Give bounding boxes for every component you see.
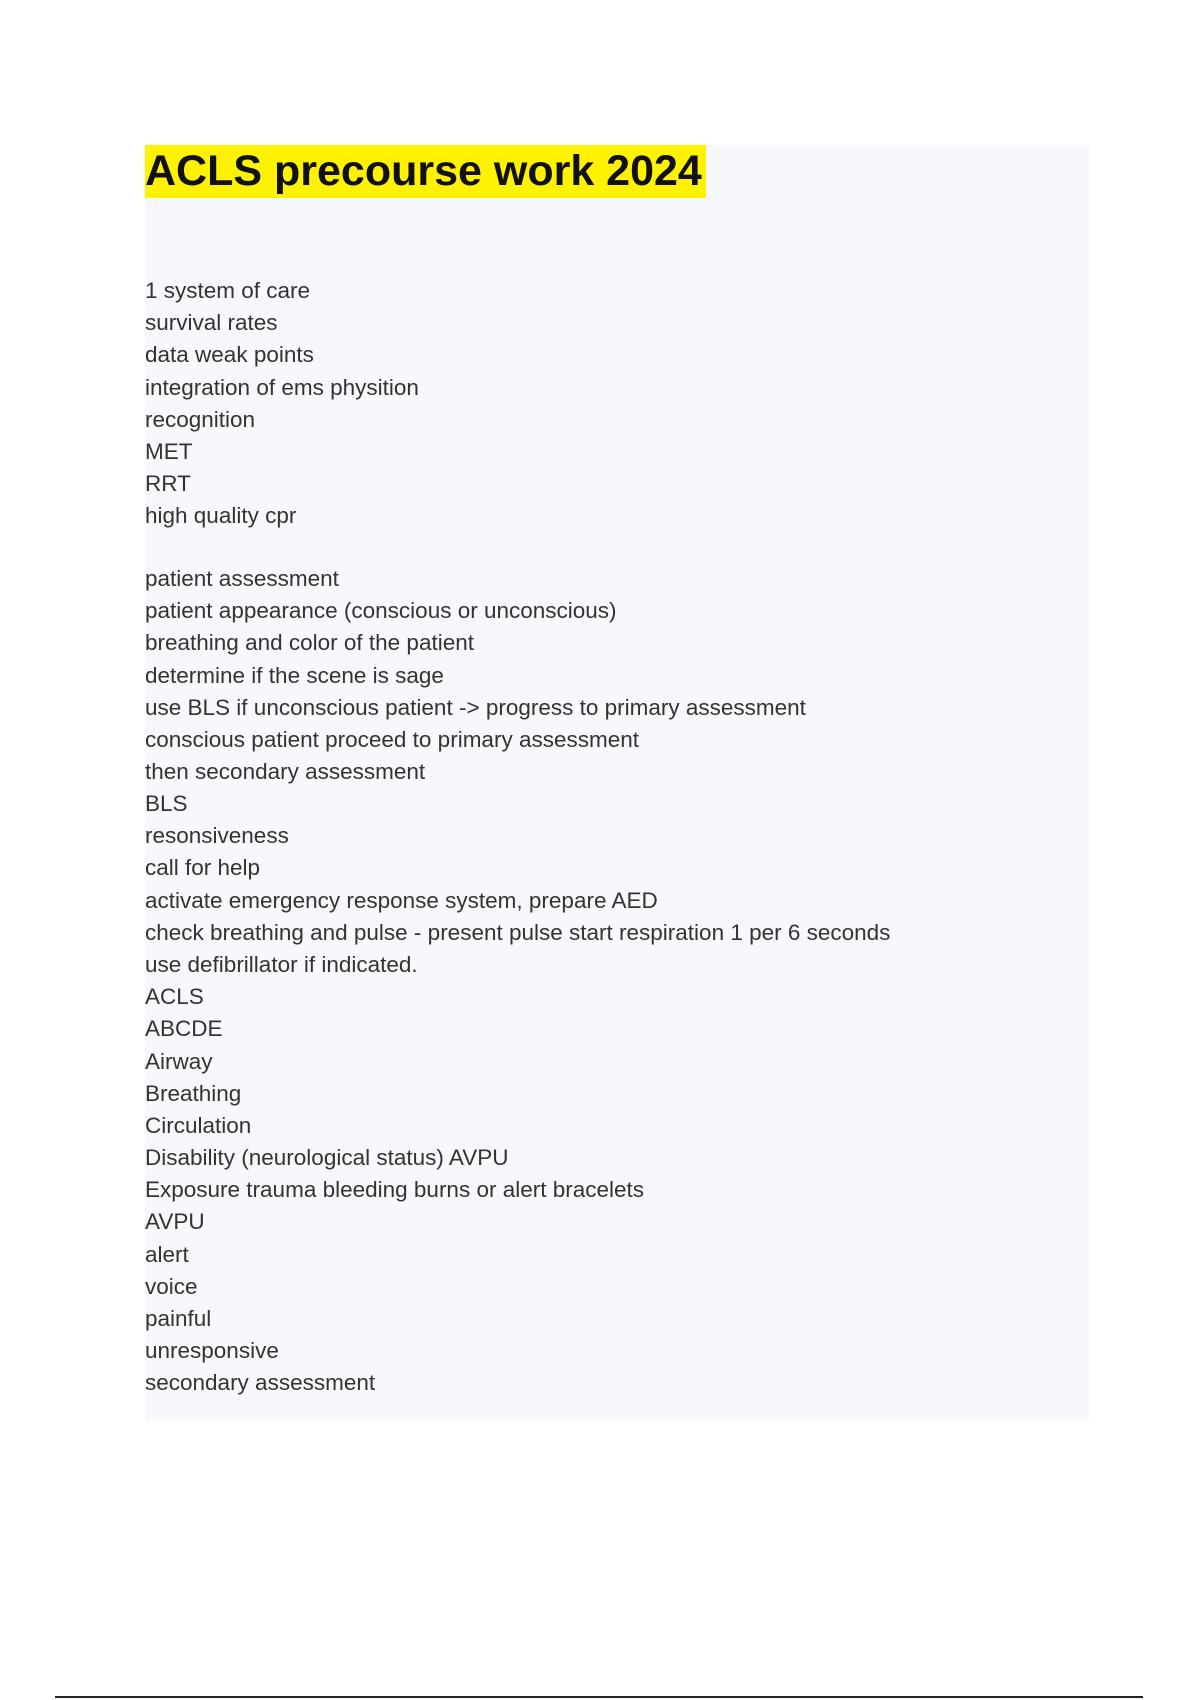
text-line: Disability (neurological status) AVPU (145, 1145, 509, 1171)
text-line: unresponsive (145, 1338, 279, 1364)
footer-divider (55, 1696, 1143, 1698)
text-line: ACLS (145, 984, 204, 1010)
text-line: check breathing and pulse - present pulse start respiration 1 per 6 seconds (145, 919, 891, 945)
section-patient-assessment (145, 563, 806, 788)
text-line: Exposure trauma bleeding burns or alert bracelets (145, 1177, 645, 1203)
text-line: then secondary assessment (145, 759, 426, 785)
text-line: Airway (145, 1048, 213, 1074)
text-line: call for help (145, 855, 261, 881)
text-line: 1 system of care (145, 278, 311, 303)
text-line: patient assessment (145, 566, 339, 591)
text-line: alert (145, 1241, 189, 1267)
text-line: determine if the scene is sage (145, 662, 444, 688)
text-line: ABCDE (145, 1016, 223, 1042)
text-line: survival rates (145, 310, 278, 336)
text-line: patient appearance (conscious or unconscious) (145, 598, 617, 624)
text-line: use BLS if unconscious patient -> progress to primary assessment (145, 694, 806, 720)
text-line: AVPU (145, 1209, 205, 1235)
section-system-of-care (145, 275, 419, 533)
document-content (145, 145, 1089, 1420)
text-line: painful (145, 1306, 212, 1331)
text-line: activate emergency response system, prepare AED (145, 887, 658, 913)
text-line: recognition (145, 406, 256, 432)
text-line: Breathing (145, 1080, 242, 1106)
text-line: voice (145, 1273, 198, 1299)
text-line: high quality cpr (145, 503, 297, 529)
page-title: ACLS precourse work 2024 (145, 147, 702, 195)
text-line: Circulation (145, 1112, 252, 1138)
text-line: integration of ems physition (145, 374, 419, 400)
text-line: conscious patient proceed to primary assessment (145, 726, 639, 752)
text-line: secondary assessment (145, 1370, 376, 1396)
text-line: breathing and color of the patient (145, 630, 474, 656)
text-line: use defibrillator if indicated. (145, 951, 418, 977)
text-line: BLS (145, 791, 188, 816)
text-line: MET (145, 438, 193, 464)
section-bls-acls (145, 788, 890, 1400)
text-line: data weak points (145, 342, 314, 368)
title-highlight (145, 145, 706, 198)
text-line: resonsiveness (145, 823, 289, 849)
text-line: RRT (145, 471, 191, 497)
